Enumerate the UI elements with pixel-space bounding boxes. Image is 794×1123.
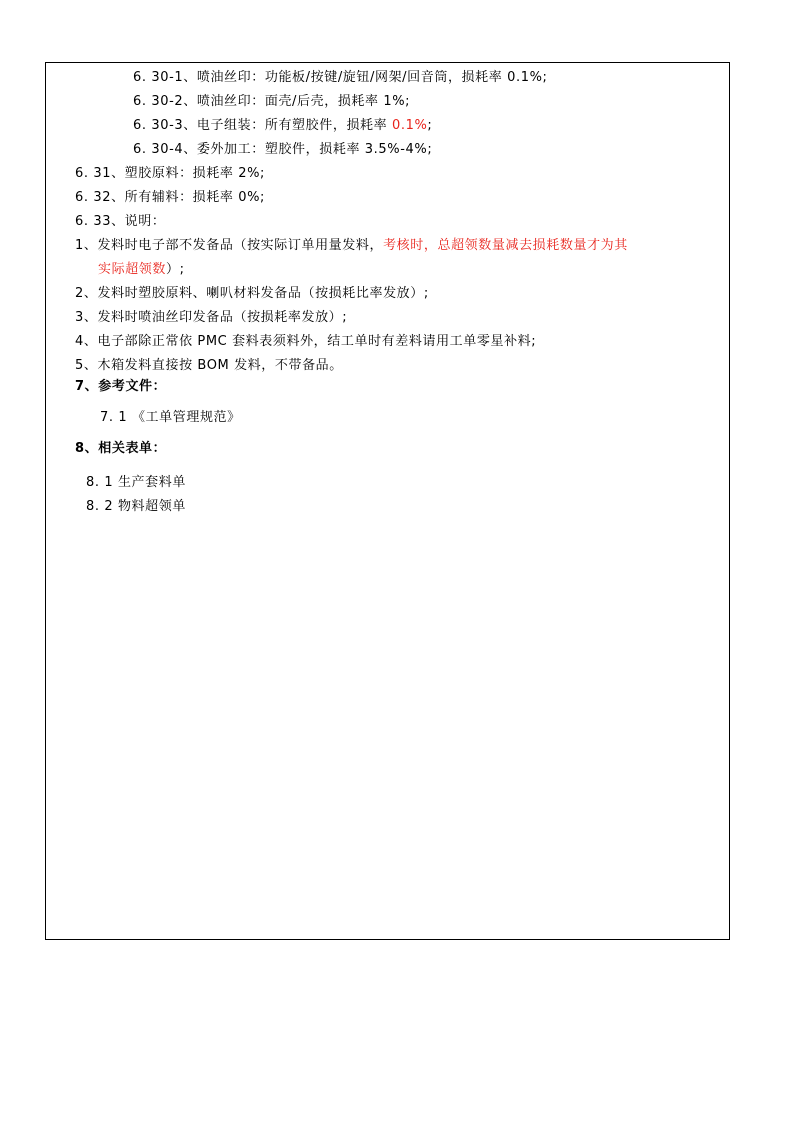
note-1-highlight: 考核时，总超领数量减去损耗数量才为其 xyxy=(383,238,628,253)
section-8-title: 8、相关表单： xyxy=(75,441,167,456)
note-3: 3、发料时喷油丝印发备品（按损耗率发放）; xyxy=(75,310,348,325)
section-6-30-4: 6. 30-4、委外加工：塑胶件，损耗率 3.5%-4%; xyxy=(133,142,433,157)
section-8-1: 8. 1 生产套料单 xyxy=(86,475,186,490)
section-6-31: 6. 31、塑胶原料：损耗率 2%; xyxy=(75,166,266,181)
note-1-text: 1、发料时电子部不发备品（按实际订单用量发料， xyxy=(75,238,384,253)
section-6-30-1: 6. 30-1、喷油丝印：功能板/按键/旋钮/网架/回音筒，损耗率 0.1%; xyxy=(133,70,548,85)
note-1-end: ）; xyxy=(166,262,185,277)
section-6-33: 6. 33、说明： xyxy=(75,214,166,229)
section-6-30-3 xyxy=(133,118,432,134)
note-1-continued xyxy=(98,262,185,278)
section-8-2: 8. 2 物料超领单 xyxy=(86,499,186,514)
section-6-30-3-end: ; xyxy=(427,118,433,133)
note-5: 5、木箱发料直接按 BOM 发料，不带备品。 xyxy=(75,358,343,373)
note-4: 4、电子部除正常依 PMC 套料表须料外，结工单时有差料请用工单零星补料; xyxy=(75,334,537,349)
note-1 xyxy=(75,238,628,254)
note-1-highlight-cont: 实际超领数 xyxy=(98,262,167,277)
section-6-32: 6. 32、所有辅料：损耗率 0%; xyxy=(75,190,266,205)
section-6-30-3-highlight: 0.1% xyxy=(391,118,428,133)
section-7-title: 7、参考文件： xyxy=(75,379,167,394)
note-2: 2、发料时塑胶原料、喇叭材料发备品（按损耗比率发放）; xyxy=(75,286,429,301)
section-6-30-3-text: 6. 30-3、电子组装：所有塑胶件，损耗率 xyxy=(133,118,392,133)
section-6-30-2: 6. 30-2、喷油丝印：面壳/后壳，损耗率 1%; xyxy=(133,94,411,109)
section-7-1: 7. 1 《工单管理规范》 xyxy=(100,410,241,425)
